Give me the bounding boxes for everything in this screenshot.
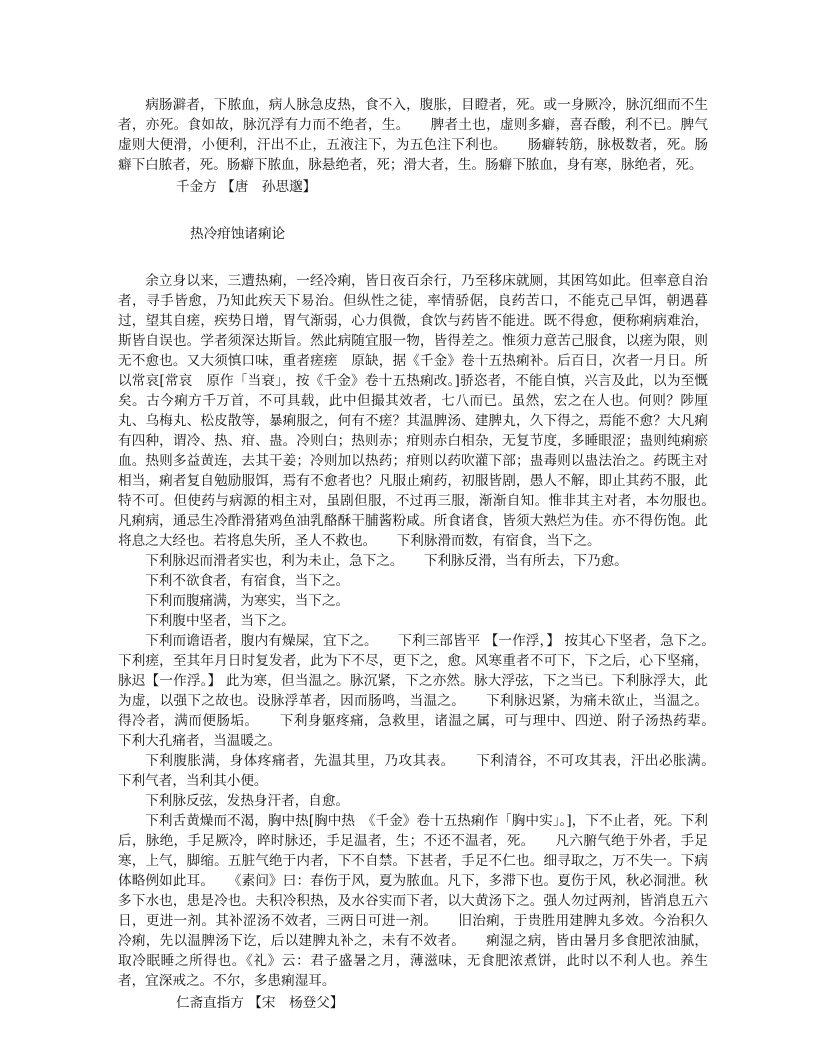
paragraph-author-account: 余立身以来，三遭热痢，一经冷痢，皆日夜百余行，乃至移床就厕，其困笃如此。但率意自治者，寻手皆愈，乃知此疾天下易治。但纵性之徒，率情骄倨，良药苦口，不能克己早饵，朝遇暮过，望其自瘥，疾势日增，胃气渐弱，心力俱微，食饮与药皆不能进。既不得愈，便称痢病难治，斯皆自误也。学者须深达斯旨。然此病随宜服一物，皆得差之。惟须力意苦己服食，以瘥为限，则无不愈也。又大须慎口味，重者瘥瘥 原缺，据《千金》卷十五热痢补。后百日，次者一月日。所以常哀[常哀 原作「当衰」，按《千金》卷十五热痢改。]骄恣者，不能自慎，兴言及此，以为至慨矣。古今痢方千万首，不可具载，此中但撮其效者，七八而已。虽然，宏之在人也。何则？陟厘丸、乌梅丸、松皮散等，暴痢服之，何有不瘥？其温脾汤、建脾丸，久下得之，焉能不愈？大凡痢有四种，谓冷、热、疳、蛊。冷则白；热则赤；疳则赤白相杂，无复节度，多睡眼涩；蛊则纯痢瘀血。热则多益黄连，去其干姜；冷则加以热药；疳则以药吹灌下部；蛊毒则以蛊法治之。药既主对相当，痢者复自勉励服饵，焉有不愈者也？凡服止痢药，初服皆剧，愚人不解，即止其药不服，此特不可。但使药与病源的相主对，虽剧但服，不过再三服，渐渐自知。惟非其主对者，本勿服也。 凡痢病，通忌生冷酢滑猪鸡鱼油乳酪酥干脯酱粉咸。所食诸食，皆须大熟烂为佳。亦不得伤饱。此将息之大经也。若将息失所，圣人不救也。 下利脉滑而数，有宿食，当下之。 — [118, 273, 736, 549]
paragraph-abdominal-distension: 下利腹胀满，身体疼痛者，先温其里，乃攻其表。 下利清谷，不可攻其表，汗出必胀满。 下利气者，当利其小便。 — [118, 753, 736, 789]
source-citation-renzhai: 仁斋直指方 【宋 杨登父】 — [176, 995, 344, 1011]
text-line: 下利脉反弦，发热身汗者，自愈。 — [145, 793, 350, 809]
document-page — [118, 95, 736, 1013]
section-title: 热冷疳蚀诸痢论 — [190, 226, 286, 242]
text-line: 下利不欲食者，有宿食，当下之。 — [145, 573, 350, 589]
paragraph-delirium: 下利而谵语者，腹内有燥屎，宜下之。 下利三部皆平 【一作浮，】 按其心下坚者，急下之。 下利瘥，至其年月日时复发者，此为下不尽，更下之，愈。风寒重者不可下，下之后，心下坚痛，脉迟【一作浮。】 此为寒，但当温之。脉沉紧，下之亦然。脉大浮弦，下之当已。下利脉浮大，此为虚，以强下之故也。设脉浮革者，因而肠鸣，当温之。 下利脉迟紧，为痛未欲止，当温之。得冷者，满而便肠垢。 下利身躯疼痛，急救里，诸温之属，可与理中、四逆、附子汤热药辈。 下利大孔痛者，当温暖之。 — [118, 633, 736, 749]
paragraph-intestinal-dysentery: 病肠澼者，下脓血，病人脉急皮热，食不入，腹胀，目瞪者，死。或一身厥冷，脉沉细而不生者，亦死。食如故，脉沉浮有力而不绝者，生。 脾者土也，虚则多癖，喜吞酸，利不已。脾气虚则大便滑，小便利，汗出不止，五液注下，为五色注下利也。 肠癖转筋，脉极数者，死。肠癖下白脓者，死。肠癖下脓血，脉悬绝者，死；滑大者，生。肠癖下脓血，身有寒，脉绝者，死。 — [118, 97, 708, 173]
text-line: 下利脉迟而滑者实也，利为未止，急下之。 下利脉反滑，当有所去，下乃愈。 — [145, 553, 628, 569]
text-line: 下利腹中坚者，当下之。 — [145, 613, 295, 629]
source-citation-qianjin: 千金方 【唐 孙思邈】 — [176, 179, 317, 195]
paragraph-tongue-yellow: 下利舌黄燥而不渴，胸中热[胸中热 《千金》卷十五热痢作「胸中实」。]，下不止者，死。下利后，脉绝，手足厥冷，晬时脉还，手足温者，生；不还不温者，死。 凡六腑气绝于外者，手足寒，上气，脚缩。五脏气绝于内者，下不自禁。下甚者，手足不仁也。细寻取之，万不失一。下病体略例如此耳。 《素问》曰：春伤于风，夏为脓血。凡下，多滞下也。夏伤于风，秋必洞泄。秋多下水也，患是冷也。夫积冷积热，及水谷实而下者，以大黄汤下之。强人勿过两剂，皆消息五六日，更进一剂。其补涩汤不效者，三两日可进一剂。 旧治痢，于贵胜用建脾丸多效。今治积久冷痢，先以温脾汤下讫，后以建脾丸补之，未有不效者。 痢湿之病，皆由暑月多食肥浓油腻，取冷眠睡之所得也。《礼》云：君子盛暑之月，薄滋味，无食肥浓煮饼，此时以不利人也。养生者，宜深戒之。不尔，多患痢湿耳。 — [118, 813, 708, 989]
text-line: 下利而腹痛满，为寒实，当下之。 — [145, 593, 350, 609]
